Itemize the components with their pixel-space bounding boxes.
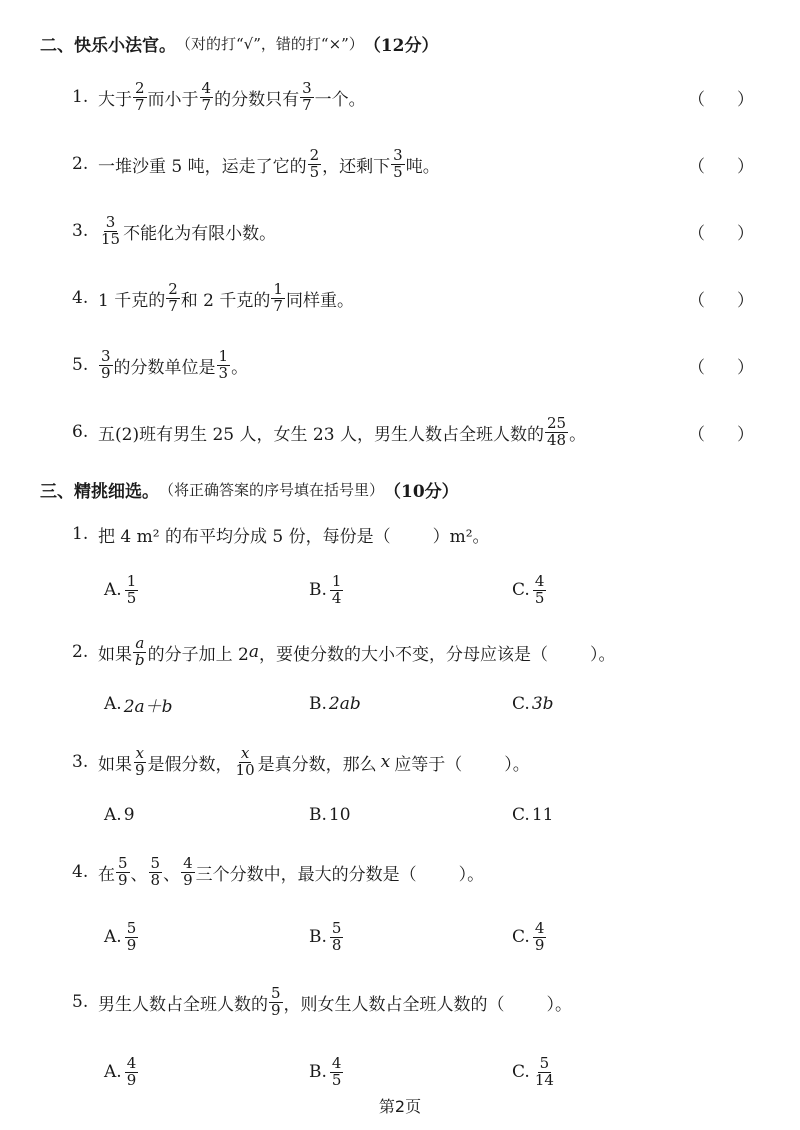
numerator: 1 [126,571,137,590]
fraction [99,212,122,248]
option-label: A. [104,694,122,714]
numerator: 25 [546,413,567,432]
numerator: 1 [273,279,283,298]
numerator: 5 [126,918,137,937]
option-text: 9 [123,805,135,825]
option-label: B. [309,927,327,947]
denominator: 9 [126,1070,137,1089]
section2-title: 二、快乐小法官。 [40,35,176,56]
judge-item-5 [72,340,248,390]
item-number: 4. [72,288,89,308]
denominator: 3 [218,363,229,382]
judge-item-3 [72,206,276,256]
denominator: 7 [302,95,312,114]
question-text: 男生人数占全班人数的 [98,994,268,1015]
question-text: ）m²。 [432,526,490,547]
section3-note: （将正确答案的序号填在括号里） [159,480,385,499]
numerator: 4 [126,1053,137,1072]
denominator: 7 [273,296,283,315]
option-a[interactable] [104,684,173,724]
bracket-right: ） [737,156,754,177]
item-number: 1. [72,524,89,544]
fraction [166,279,180,315]
fraction [133,78,147,114]
fraction [308,145,322,181]
option-label: A. [104,580,122,600]
separator: 、 [130,864,148,885]
denominator: 8 [150,870,161,889]
numerator: x [240,743,250,762]
item-number: 4. [72,862,89,882]
fraction [125,1053,139,1089]
item-text: 一个。 [314,89,366,110]
denominator: 9 [101,363,111,382]
item-text: 不能化为有限小数。 [123,223,277,244]
question-text: 把 4 m² 的布平均分成 5 份，每份是（ [98,526,391,547]
item-text: 而小于 [147,89,199,110]
item-number: 5. [72,355,89,375]
answer-bracket-3[interactable] [688,206,754,256]
judge-item-6 [72,407,586,457]
option-text: 2ab [328,694,361,714]
fraction [125,571,139,607]
bracket-right: ） [737,290,754,311]
denominator: 7 [135,95,145,114]
denominator: 5 [309,162,320,181]
numerator: 1 [331,571,342,590]
option-c[interactable] [512,565,547,615]
option-label: C. [512,1062,530,1082]
item-text: 1 千克的 [98,290,166,311]
question-text: ，要使分数的大小不变，分母应该是（ [258,644,548,665]
option-c[interactable] [512,795,553,835]
bracket-right: ） [737,357,754,378]
section2-heading [40,18,438,68]
question-text: ）。 [546,994,573,1015]
question-text: 的分子加上 2 [147,644,249,665]
numerator: x [135,743,144,762]
denominator: 10 [235,760,255,779]
section3-title: 三、精挑细选。 [40,481,159,502]
option-c[interactable] [512,1047,557,1097]
fraction [391,145,405,181]
choice-question-1 [72,509,490,559]
item-number: 3. [72,221,89,241]
numerator: 3 [302,78,312,97]
judge-item-2 [72,139,440,189]
option-a[interactable] [104,912,139,962]
denominator: 15 [101,229,121,248]
bracket-left: （ [688,290,705,311]
denominator: 9 [183,870,193,889]
question-text: 是假分数， [147,754,233,775]
numerator: 5 [150,853,161,872]
denominator: 7 [168,296,178,315]
option-text: 11 [531,805,554,825]
item-text: ，还剩下 [322,156,391,177]
numerator: 2 [309,145,320,164]
item-text: 的分数只有 [214,89,300,110]
fraction [234,743,257,779]
answer-bracket-2[interactable] [688,139,754,189]
item-number: 1. [72,87,89,107]
fraction [116,853,130,889]
separator: 、 [163,864,181,885]
judge-item-4 [72,273,354,323]
option-b[interactable] [309,912,344,962]
fraction [330,571,344,607]
numerator: 4 [534,571,545,590]
bracket-left: （ [688,156,705,177]
section3-heading [40,464,459,514]
option-label: B. [309,805,327,825]
item-text: 和 2 千克的 [180,290,271,311]
option-label: A. [104,1062,122,1082]
denominator: 5 [393,162,403,181]
numerator: 4 [534,918,545,937]
denominator: 7 [201,95,212,114]
answer-bracket-6[interactable] [688,407,754,457]
item-number: 2. [72,154,89,174]
fraction [125,918,139,954]
option-b[interactable] [309,565,344,615]
question-text: ）。 [458,864,485,885]
option-label: C. [512,694,530,714]
numerator: 4 [183,853,193,872]
item-text: 吨。 [405,156,440,177]
numerator: 1 [218,346,229,365]
question-text: ）。 [589,644,616,665]
choice-question-2 [72,627,615,677]
fraction [269,983,283,1019]
numerator: 3 [101,346,111,365]
question-text: ）。 [504,754,530,775]
fraction [133,633,147,669]
choice-question-5 [72,977,572,1027]
option-a[interactable] [104,795,135,835]
section2-note: （对的打“√”，错的打“×”） [176,34,364,53]
answer-bracket-4[interactable] [688,273,754,323]
section3-score: （10分） [384,481,459,502]
option-label: B. [309,580,327,600]
numerator: 5 [331,918,342,937]
denominator: 4 [331,588,342,607]
question-text: 在 [98,864,115,885]
section2-score: （12分） [363,35,439,56]
item-number: 2. [72,642,89,662]
item-number: 6. [72,422,89,442]
choice-question-3 [72,737,530,787]
denominator: 48 [546,430,567,449]
item-number: 5. [72,992,89,1012]
item-text: 。 [231,357,249,378]
option-a[interactable] [104,1047,139,1097]
numerator: 5 [539,1053,550,1072]
denominator: 5 [126,588,137,607]
denominator: 5 [331,1070,342,1089]
judge-item-1 [72,72,366,122]
question-text: 三个分数中，最大的分数是（ [195,864,417,885]
option-text: 2a＋b [123,696,173,717]
numerator: 4 [201,78,212,97]
item-text: 同样重。 [285,290,354,311]
option-label: B. [309,1062,327,1082]
item-text: 。 [569,424,587,445]
item-text: 的分数单位是 [113,357,216,378]
numerator: 5 [118,853,128,872]
question-text: 是真分数，那么 [257,754,377,775]
option-c[interactable] [512,684,554,724]
bracket-left: （ [688,424,705,445]
fraction [300,78,314,114]
answer-bracket-1[interactable] [688,72,754,122]
option-label: A. [104,927,122,947]
item-number: 3. [72,752,89,772]
numerator: 2 [168,279,178,298]
option-text: 10 [328,805,351,825]
answer-bracket-5[interactable] [688,340,754,390]
numerator: 2 [135,78,145,97]
option-label: C. [512,927,530,947]
option-label: C. [512,805,530,825]
question-text: 如果 [98,644,132,665]
denominator: b [135,650,145,669]
question-text: ，则女生人数占全班人数的（ [283,994,505,1015]
fraction [533,918,547,954]
option-b[interactable] [309,795,351,835]
numerator: a [135,633,145,652]
variable: a [248,642,259,662]
denominator: 8 [331,935,342,954]
denominator: 9 [126,935,137,954]
option-c[interactable] [512,912,547,962]
bracket-right: ） [737,424,754,445]
item-text: 一堆沙重 5 吨，运走了它的 [98,156,307,177]
numerator: 5 [271,983,281,1002]
fraction [181,853,195,889]
option-b[interactable] [309,684,361,724]
fraction [200,78,214,114]
fraction [149,853,163,889]
option-a[interactable] [104,565,139,615]
question-text: 如果 [98,754,132,775]
denominator: 9 [135,760,145,779]
fraction [99,346,113,382]
numerator: 4 [331,1053,342,1072]
denominator: 9 [271,1000,281,1019]
bracket-left: （ [688,223,705,244]
bracket-right: ） [737,89,754,110]
fraction [217,346,231,382]
item-text: 大于 [98,89,132,110]
question-text: 应等于（ [394,754,463,775]
bracket-left: （ [688,89,705,110]
numerator: 3 [393,145,403,164]
fraction [271,279,285,315]
fraction [330,918,344,954]
fraction [133,743,147,779]
item-text: 五(2)班有男生 25 人，女生 23 人，男生人数占全班人数的 [98,424,544,445]
page-number: 第2页 [378,1097,422,1116]
option-label: C. [512,580,530,600]
denominator: 5 [534,588,545,607]
option-b[interactable] [309,1047,344,1097]
bracket-left: （ [688,357,705,378]
option-label: B. [309,694,327,714]
fraction [330,1053,344,1089]
choice-question-4 [72,847,484,897]
option-label: A. [104,805,122,825]
denominator: 9 [118,870,128,889]
fraction [533,1053,556,1089]
fraction [533,571,547,607]
numerator: 3 [105,212,116,231]
variable: x [380,752,391,772]
bracket-right: ） [737,223,754,244]
fraction [545,413,568,449]
option-text: 3b [531,694,554,714]
denominator: 9 [534,935,545,954]
denominator: 14 [534,1070,554,1089]
